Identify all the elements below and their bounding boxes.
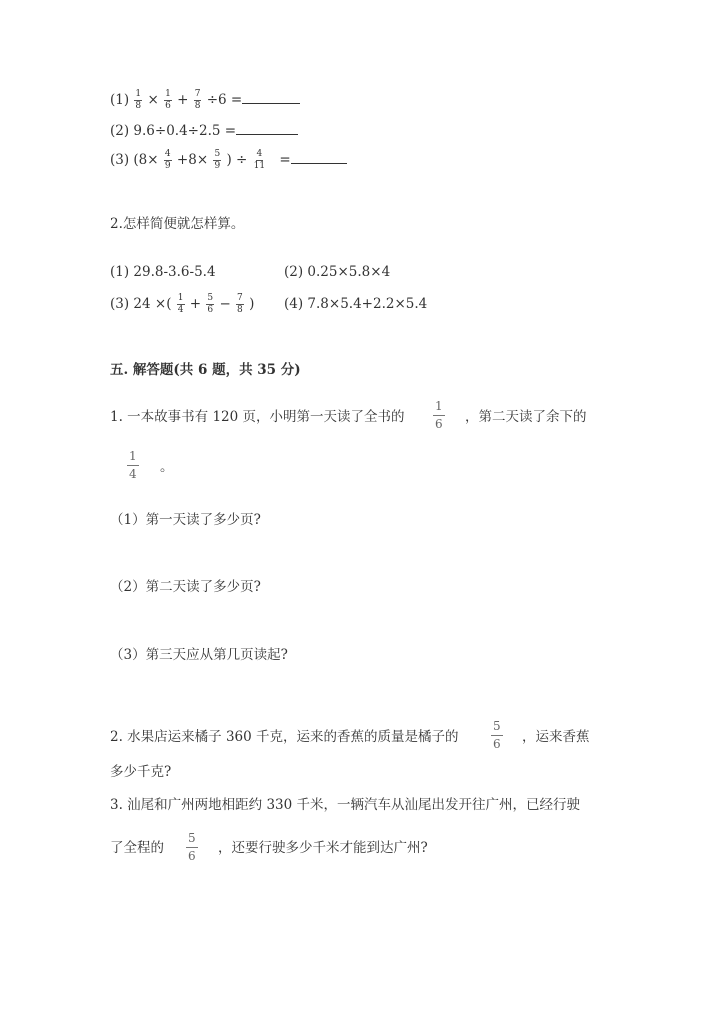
numerator: 4 (164, 149, 171, 159)
s5-q3-fraction (186, 832, 198, 863)
s5-q1-fraction-1 (433, 400, 445, 431)
fraction (236, 294, 244, 315)
numerator: 5 (186, 832, 198, 848)
numerator: 7 (194, 89, 201, 99)
operator: + (189, 296, 202, 312)
s5-q1-text-c: 。 (160, 459, 174, 475)
s5-q2-text-a: 2. 水果店运来橘子 360 千克，运来的香蕉的质量是橘子的 (110, 729, 459, 745)
s5-q1-sub-3: （3）第三天应从第几页读起? (110, 647, 288, 663)
numerator: 5 (491, 720, 503, 736)
q2-problem-3 (110, 294, 254, 315)
answer-blank[interactable] (242, 91, 300, 104)
denominator: 8 (237, 305, 243, 315)
denominator: 4 (177, 305, 184, 315)
denominator: 8 (135, 101, 142, 111)
s5-q1-text-a: 1. 一本故事书有 120 页，小明第一天读了全书的 (110, 409, 405, 425)
fraction (164, 150, 172, 171)
denominator: 6 (435, 417, 443, 431)
calc-problem-2 (110, 122, 298, 139)
denominator: 8 (194, 101, 201, 111)
answer-blank[interactable] (291, 151, 347, 164)
denominator: 11 (253, 161, 266, 171)
numerator: 1 (433, 400, 445, 416)
expression-tail: ÷6 = (206, 92, 243, 108)
s5-q3-text-b: 了全程的 (110, 840, 164, 856)
denominator: 9 (164, 161, 171, 171)
s5-q3-text-c: ，还要行驶多少千米才能到达广州? (218, 840, 428, 856)
expression-head: (3) (8× (110, 152, 159, 168)
s5-q3-text-a: 3. 汕尾和广州两地相距约 330 千米，一辆汽车从汕尾出发开往广州，已经行驶 (110, 797, 581, 813)
question-2-title: 2.怎样简便就怎样算。 (110, 216, 245, 232)
denominator: 6 (165, 101, 171, 111)
denominator: 9 (214, 161, 221, 171)
calc-problem-3 (110, 150, 347, 171)
numerator: 1 (165, 89, 171, 99)
q2-problem-2: (2) 0.25×5.8×4 (284, 264, 391, 280)
s5-q1-sub-1: （1）第一天读了多少页? (110, 512, 261, 528)
s5-q2-text-c: 多少千克? (110, 764, 172, 780)
fraction (194, 90, 202, 111)
s5-q2-fraction (491, 720, 503, 751)
answer-blank[interactable] (236, 122, 298, 135)
expression-head: (3) 24 ×( (110, 296, 172, 312)
s5-q1-fraction-2 (127, 450, 139, 481)
numerator: 7 (237, 293, 243, 303)
fraction (164, 90, 172, 111)
numerator: 4 (256, 149, 263, 159)
numerator: 5 (214, 149, 221, 159)
denominator: 4 (129, 467, 137, 481)
fraction (177, 294, 185, 315)
calc-problem-1 (110, 90, 300, 111)
numerator: 5 (207, 293, 214, 303)
denominator: 6 (207, 305, 214, 315)
expression-mid: +8× (176, 152, 209, 168)
equals-sign: = (279, 152, 291, 168)
s5-q1-text-b: ，第二天读了余下的 (465, 409, 587, 425)
expression-close: ) ÷ (226, 152, 248, 168)
expression-close: ) (249, 296, 255, 312)
fraction (253, 150, 266, 171)
numerator: 1 (135, 89, 142, 99)
operator: − (219, 296, 231, 312)
denominator: 6 (188, 849, 196, 863)
section-5-title: 五. 解答题(共 6 题，共 35 分) (110, 362, 301, 378)
s5-q2-text-b: ，运来香蕉 (522, 729, 590, 745)
fraction (206, 294, 214, 315)
operator: × (147, 92, 159, 108)
problem-label: (1) (110, 92, 130, 108)
fraction (213, 150, 221, 171)
operator: + (177, 92, 189, 108)
numerator: 1 (127, 450, 139, 466)
q2-problem-1: (1) 29.8-3.6-5.4 (110, 264, 216, 280)
s5-q1-sub-2: （2）第二天读了多少页? (110, 579, 261, 595)
fraction (134, 90, 142, 111)
q2-problem-4: (4) 7.8×5.4+2.2×5.4 (284, 296, 428, 312)
expression: (2) 9.6÷0.4÷2.5 = (110, 123, 237, 139)
denominator: 6 (493, 737, 501, 751)
numerator: 1 (177, 293, 184, 303)
